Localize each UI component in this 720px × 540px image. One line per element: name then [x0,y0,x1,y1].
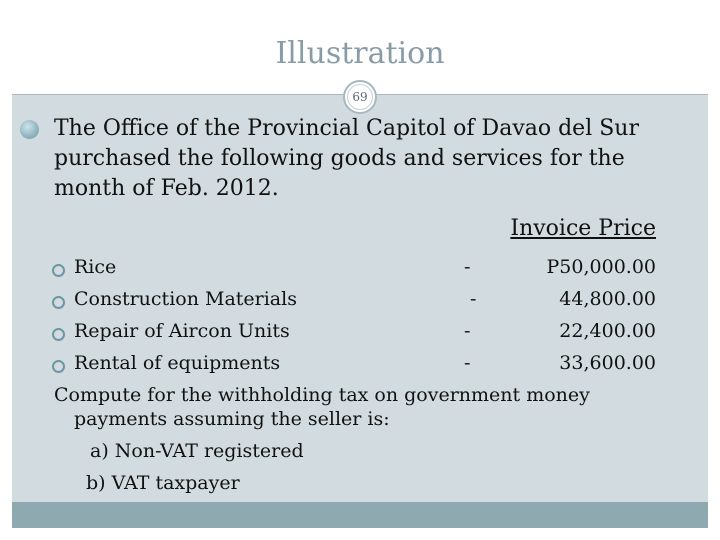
ring-bullet-icon [52,264,65,277]
list-item [0,288,720,320]
item-dash: - [464,256,471,278]
item-name: Rental of equipments [74,352,281,374]
item-amount: P50,000.00 [546,256,656,278]
item-amount: 22,400.00 [559,320,656,342]
bullet-icon [20,120,39,139]
option-a: a) Non-VAT registered [90,440,304,462]
intro-paragraph: The Office of the Provincial Capitol of Davao del Sur purchased the following goods and services for the month of Feb. 2012. [54,116,639,201]
item-name: Construction Materials [74,288,297,310]
ring-bullet-icon [52,296,65,309]
question-line-2: payments assuming the seller is: [74,408,390,430]
list-item [0,352,720,384]
list-item [0,320,720,352]
item-name: Rice [74,256,117,278]
footer-bar [12,502,708,528]
ring-bullet-icon [52,328,65,341]
option-b: b) VAT taxpayer [86,472,240,494]
ring-bullet-icon [52,360,65,373]
list-item [0,256,720,288]
slide-title: Illustration [275,36,445,71]
item-amount: 33,600.00 [559,352,656,374]
item-dash: - [464,320,471,342]
item-name: Repair of Aircon Units [74,320,290,342]
item-dash: - [464,352,471,374]
item-amount: 44,800.00 [559,288,656,310]
item-dash: - [470,288,477,310]
question-line-1: Compute for the withholding tax on government money [54,384,590,406]
invoice-price-header: Invoice Price [510,216,656,241]
page-number-badge: 69 [343,80,377,114]
